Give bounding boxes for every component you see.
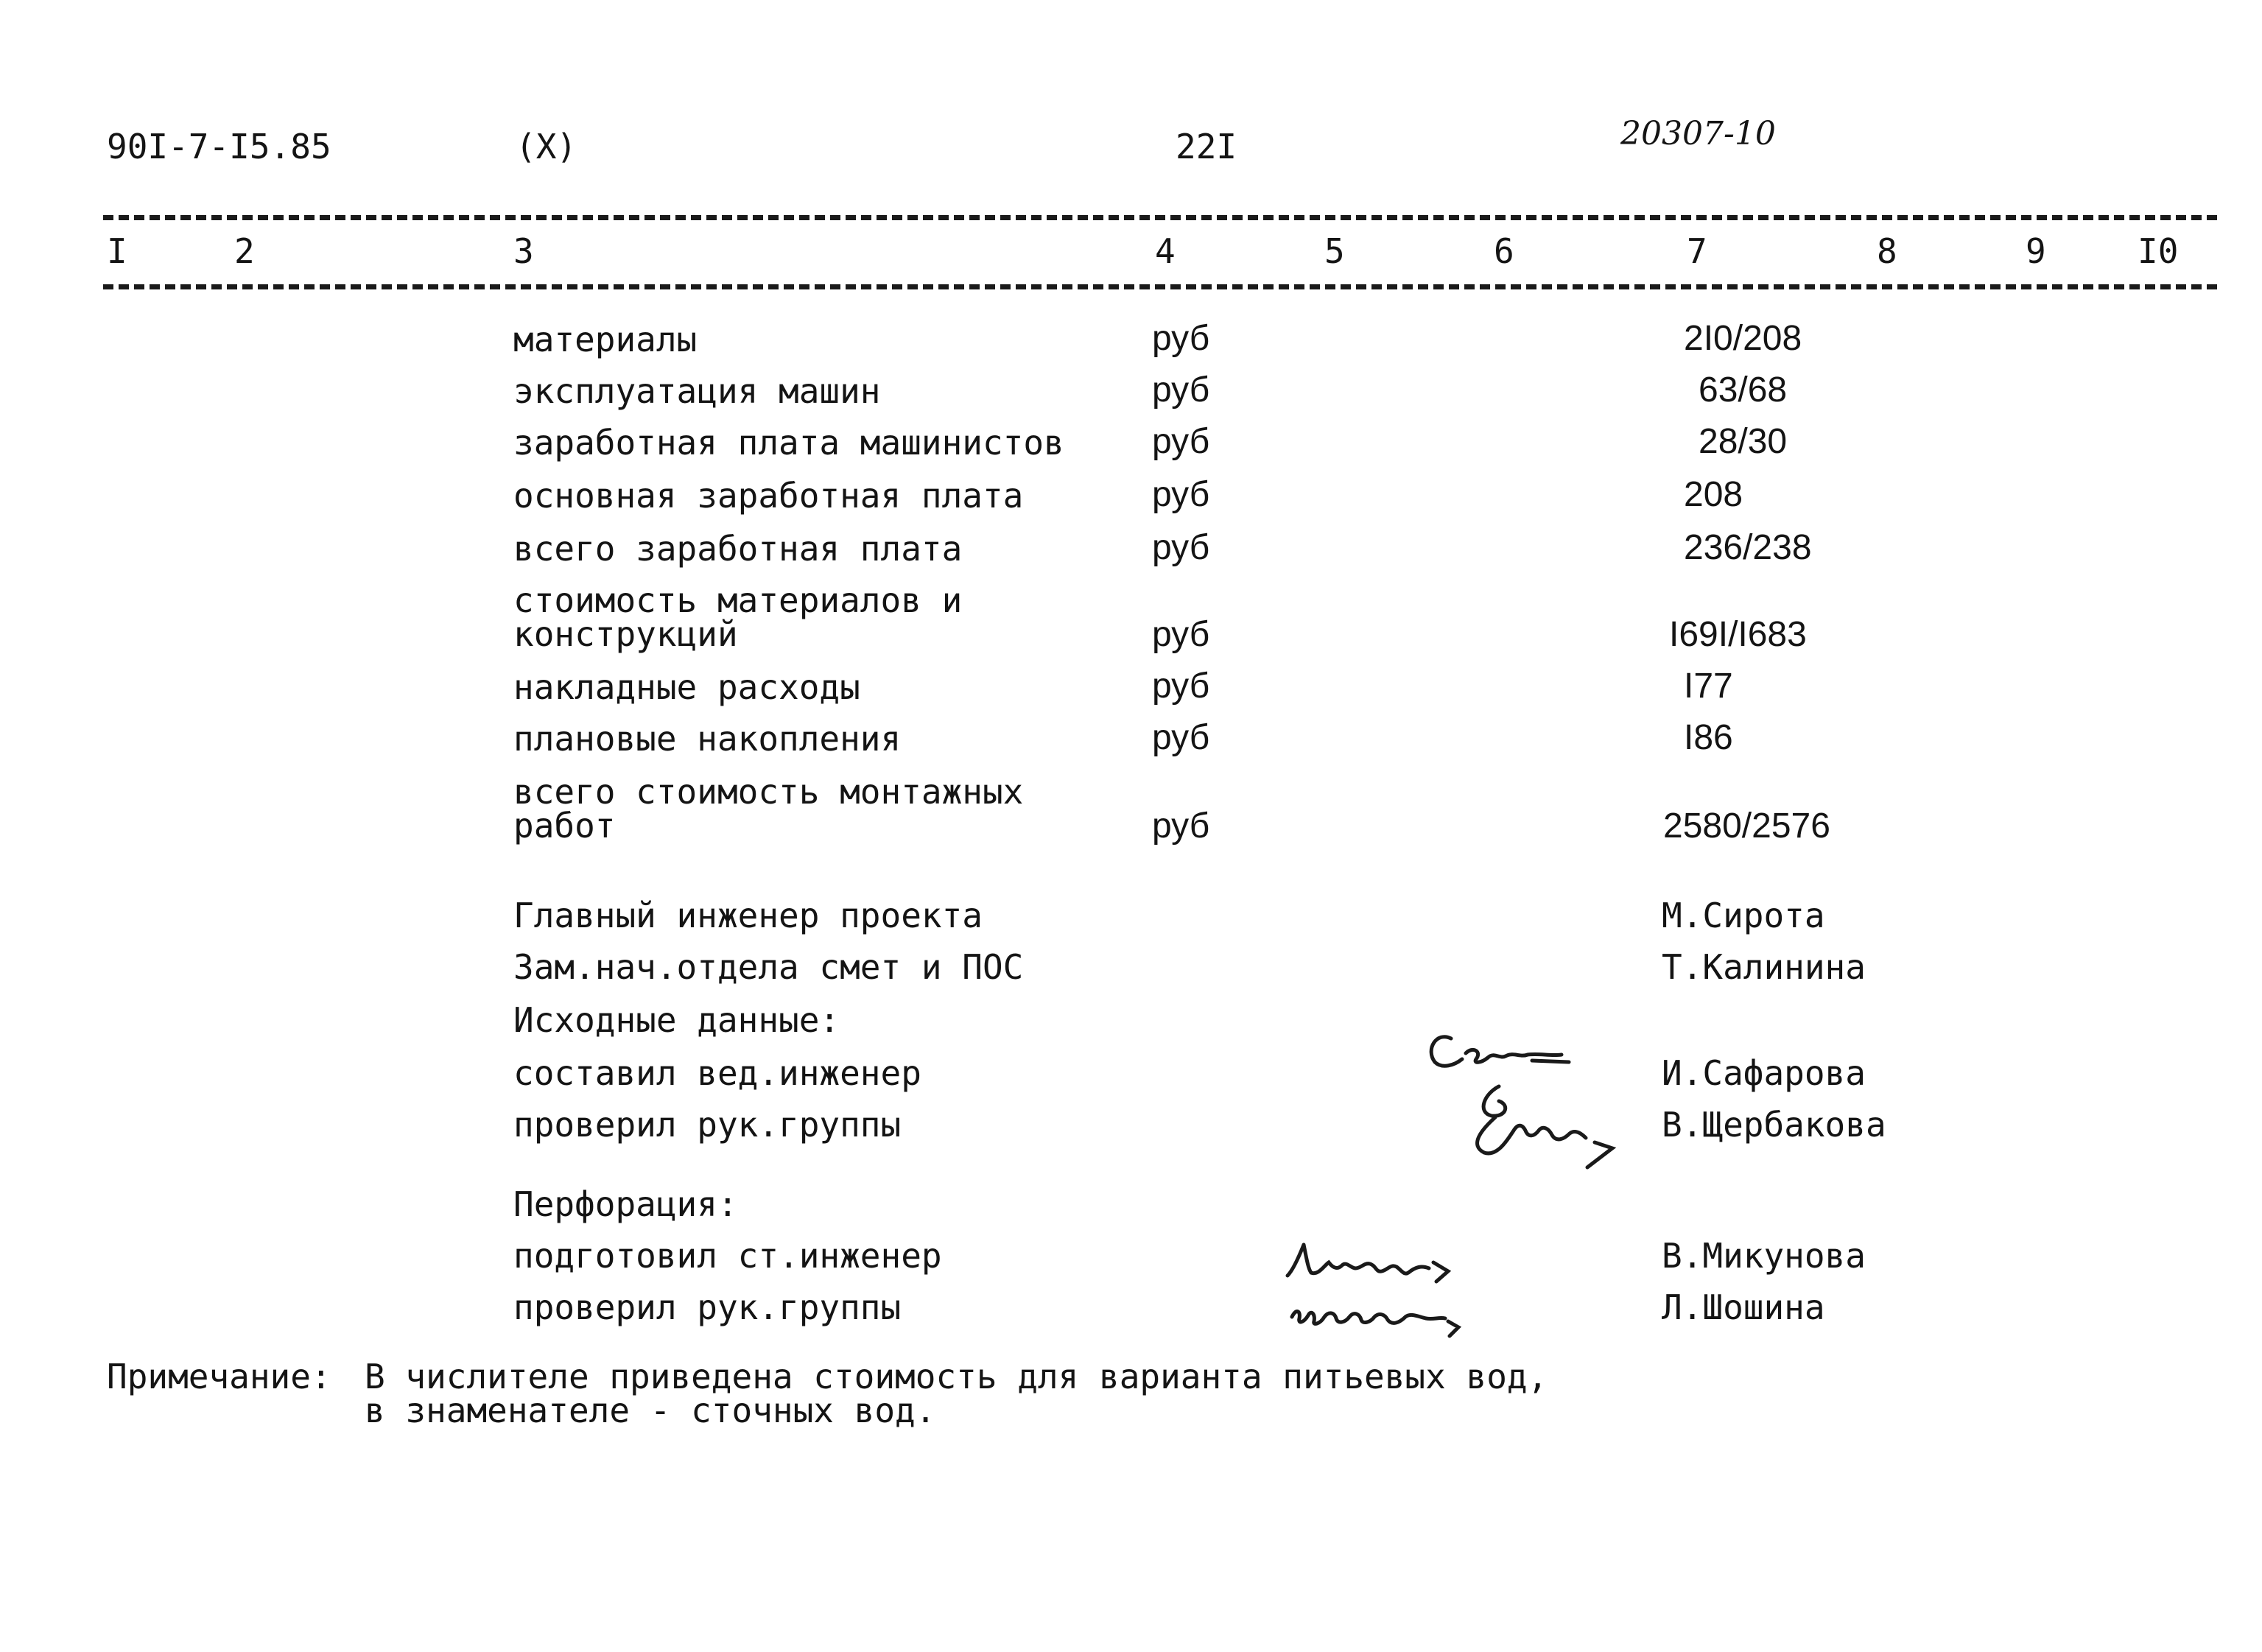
column-number: 6 [1494,231,1514,271]
row-value: 236/238 [1684,528,1812,567]
row-value: 2580/2576 [1663,806,1830,846]
note-line: В числителе приведена стоимость для варианта питьевых вод, [365,1357,1548,1396]
page-number: 22I [1176,127,1237,166]
row-name: материалы [513,320,698,359]
row-unit: руб [1152,528,1210,567]
row-value: 208 [1684,475,1743,514]
checked-by-name: Л.Шошина [1662,1287,1825,1327]
top-dashed-rule [103,215,2217,220]
column-number: 3 [513,231,534,271]
handwritten-signature [1282,1230,1473,1289]
column-number: 8 [1877,231,1897,271]
handwritten-number: 20307-10 [1620,115,1776,152]
row-unit: руб [1152,370,1210,410]
column-number: 9 [2026,231,2046,271]
checked-by-name: В.Щербакова [1662,1105,1886,1145]
note-line: в знаменателе - сточных вод. [365,1391,936,1430]
checked-by-label: проверил рук.группы [513,1287,902,1327]
row-value: I69I/I683 [1669,615,1807,654]
column-number: 4 [1155,231,1176,271]
row-name: основная заработная плата [513,476,1024,516]
row-value: 2I0/208 [1684,319,1802,358]
row-name: всего заработная плата [513,529,963,569]
row-name: эксплуатация машин [513,371,881,411]
row-unit: руб [1152,422,1210,461]
handwritten-signature [1455,1072,1639,1175]
prepared-by-name: В.Микунова [1662,1236,1866,1276]
row-unit: руб [1152,615,1210,654]
column-number: 5 [1324,231,1345,271]
document-code: 90I-7-I5.85 [107,127,331,166]
row-name-continued: конструкций [513,614,738,654]
deputy-label: Зам.нач.отдела смет и ПОС [513,947,1024,987]
row-value: I86 [1684,718,1733,757]
row-name: плановые накопления [513,719,902,759]
row-unit: руб [1152,806,1210,846]
row-name-continued: работ [513,806,616,846]
row-name: заработная плата машинистов [513,423,1064,463]
row-unit: руб [1152,475,1210,514]
deputy-name: Т.Калинина [1662,947,1866,987]
bottom-dashed-rule [103,284,2217,289]
row-unit: руб [1152,667,1210,706]
row-value: 28/30 [1699,422,1788,461]
perforation-heading: Перфорация: [513,1184,738,1224]
chief-engineer-label: Главный инженер проекта [513,896,983,935]
section-label: (X) [516,127,577,166]
handwritten-signature [1282,1282,1481,1340]
column-number: I [107,231,127,271]
compiled-by-name: И.Сафарова [1662,1053,1866,1093]
column-number: I0 [2138,231,2179,271]
row-unit: руб [1152,319,1210,358]
column-number: 2 [234,231,255,271]
source-data-heading: Исходные данные: [513,1000,840,1040]
row-value: 63/68 [1699,370,1788,410]
row-name: всего стоимость монтажных [513,772,1024,812]
column-number: 7 [1687,231,1707,271]
note-label: Примечание: [107,1357,331,1396]
prepared-by-label: подготовил ст.инженер [513,1236,942,1276]
row-name: стоимость материалов и [513,580,963,620]
row-unit: руб [1152,718,1210,757]
compiled-by-label: составил вед.инженер [513,1053,921,1093]
checked-by-label: проверил рук.группы [513,1105,902,1145]
row-value: I77 [1684,667,1733,706]
chief-engineer-name: М.Сирота [1662,896,1825,935]
row-name: накладные расходы [513,667,860,707]
